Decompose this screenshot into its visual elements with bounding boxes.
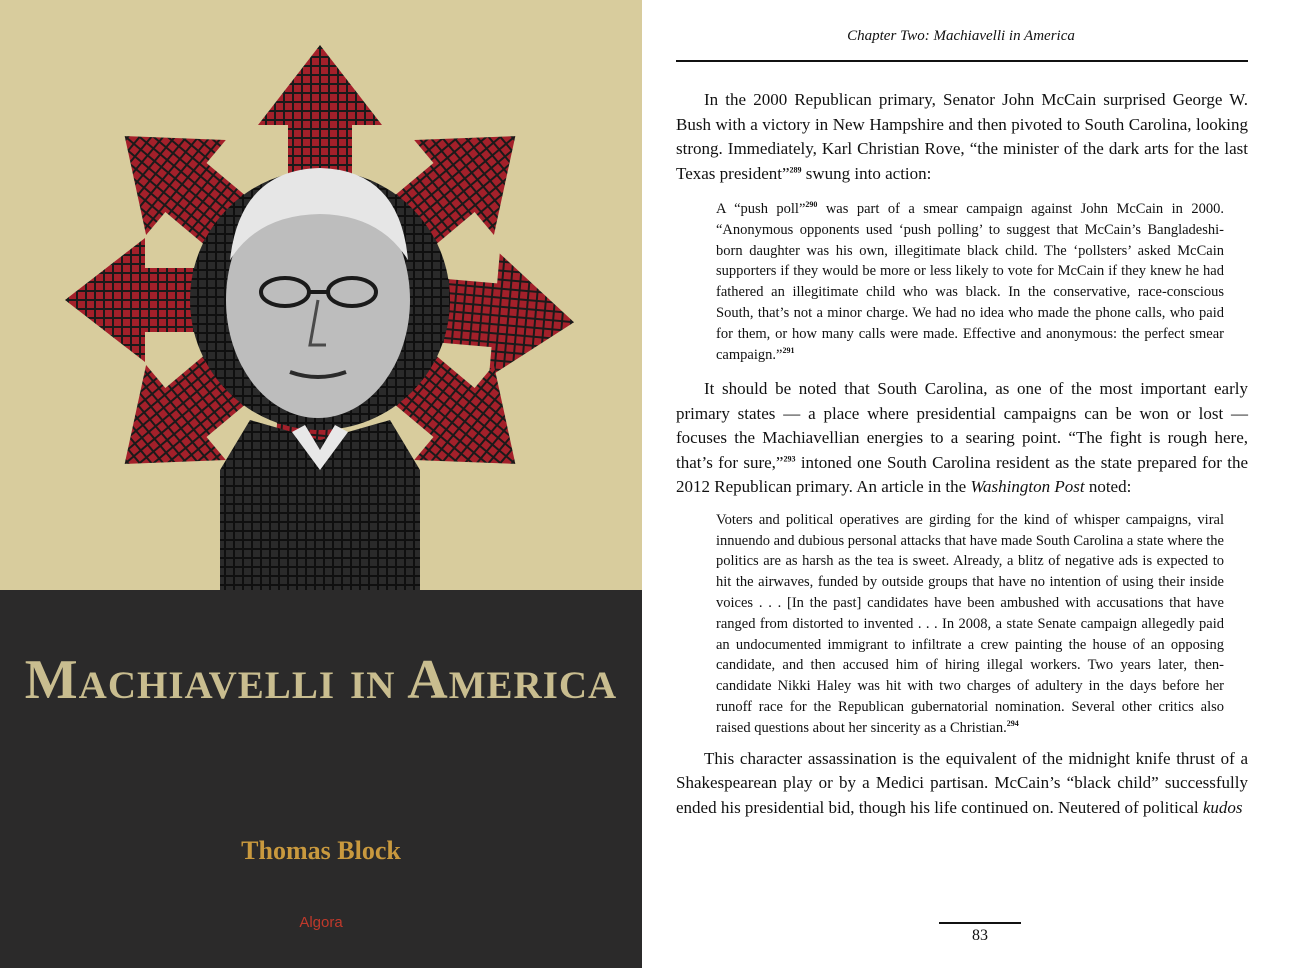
cover-title: Machiavelli in America [24,649,618,711]
paragraph-3: This character assassination is the equivalent of the midnight knife thrust of a Shakespearean play or by a Medici partisan. McCain’s “black child” successfully ended his presidential bid, though his life continued on. Neutered of political kudos [676,748,1248,817]
block-quote-2: Voters and political operatives are girding for the kind of whisper campaigns, viral innuendo and dubious personal attacks that have made South Carolina a state where the politics are as harsh as the tea is sweet. Already, a blitz of negative ads is expected to hit the airwaves, funded by outside groups that have no intention of using their inside voices . . . [In the past] candidates have been ambushed with accusations that have ranged from distorted to invented . . . In 2008, a state Senate campaign allegedly paid an undocumented immigrant to infiltrate a crew painting the house of an opposing candidate, and then accused him of hiring illegal workers. Two years later, then-candidate Nikki Haley was hit with two charges of adultery in the days before her runoff race for the Republican gubernatorial nomination. Several other critics also raised questions about her sincerity as a Christian.$^{294}$ [716,511,1224,736]
footnote-ref: 293 [783,454,796,464]
book-cover [0,0,642,968]
paragraph-1: In the 2000 Republican primary, Senator John McCain surprised George W. Bush with a victory in New Hampshire and then pivoted to South Carolina, looking strong. Immediately, Karl Christian Rove, “the minister of the dark arts for the last Texas president”$^{289}$ swung into action: [676,90,1248,183]
header-rule [676,60,1248,62]
page-number: 83 [972,927,988,944]
page-body [676,88,1248,820]
running-head: Chapter Two: Machiavelli in America [847,28,1075,44]
cover-publisher: Algora [299,914,343,931]
suit-shape [220,420,420,590]
footnote-ref: 291 [782,345,795,355]
book-page [642,0,1296,968]
footnote-ref: 294 [1006,719,1019,729]
footnote-ref: 289 [789,164,802,174]
portrait-mosaic-image [0,0,642,590]
cover-illustration [0,0,642,590]
paragraph-2: It should be noted that South Carolina, as one of the most important early primary states — a place where presidential campaigns can be won or lost — focuses the Machiavellian energies to a searing point. “The fight is rough here, that’s for sure,”$^{293}$ intoned one South Carolina resident as the state prepared for the 2012 Republican primary. An article in the Washington Post noted: [676,379,1248,497]
cover-author: Thomas Block [241,836,401,865]
block-quote-1: A “push poll”$^{290}$ was part of a smear campaign against John McCain in 2000. “Anonymous opponents used ‘push polling’ to suggest that McCain’s Bangladeshi-born daughter was his own, illegitimate black child. The ‘pollsters’ asked McCain supporters if they would be more or less likely to vote for McCain if they knew he had fathered an illegitimate child who was black. In the conservative, race-conscious South, that’s not a minor charge. We had no idea who made the phone calls, who paid for them, or how many calls were made. Effective and anonymous: the perfect smear campaign.”$^{291}$ [716,200,1224,363]
footer-rule [939,922,1021,924]
footnote-ref: 290 [805,200,818,210]
